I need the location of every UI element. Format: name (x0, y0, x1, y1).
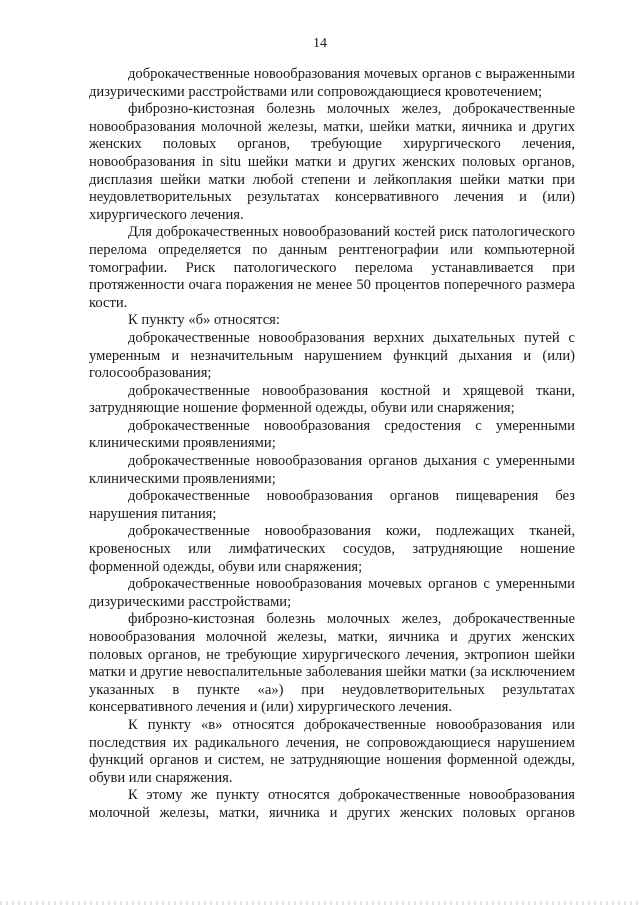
paragraph: Для доброкачественных новообразований костей риск патологического перелома определяется по данным рентгенографии или компьютерной томографии. Риск патологического перелома устанавливается при протяженности очага поражения не менее 50 процентов поперечного размера кости. (89, 224, 575, 311)
paragraph: фиброзно-кистозная болезнь молочных желез, доброкачественные новообразования молочной железы, матки, шейки матки, яичника и других женских половых органов, требующие хирургического лечения, новообразования in situ шейки матки и других женских половых органов, дисплазия шейки матки любой степени и лейкоплакия шейки матки при неудовлетворительных результатах консервативного лечения и (или) хирургического лечения. (89, 101, 575, 223)
paragraph: доброкачественные новообразования кожи, подлежащих тканей, кровеносных или лимфатических сосудов, затрудняющие ношение форменной одежды, обуви или снаряжения; (89, 523, 575, 575)
paragraph: К пункту «б» относятся: (128, 312, 280, 329)
page-number: 14 (313, 36, 327, 51)
paragraph: доброкачественные новообразования органов пищеварения без нарушения питания; (89, 488, 575, 522)
document-body (89, 66, 575, 823)
scan-edge-artifact (0, 901, 640, 905)
paragraph: К пункту «в» относятся доброкачественные новообразования или последствия их радикального лечения, не сопровождающиеся нарушением функций органов и систем, не затрудняющие ношения форменной одежды, обуви или снаряжения. (89, 716, 575, 786)
paragraph: доброкачественные новообразования мочевых органов с умеренными дизурическими расстройствами; (89, 576, 575, 610)
paragraph: фиброзно-кистозная болезнь молочных желез, доброкачественные новообразования молочной железы, матки, яичника и других женских половых органов, не требующие хирургического лечения, эктропион шейки матки и другие невоспалительные заболевания шейки матки (за исключением указанных в пункте «а») при неудовлетворительных результатах консервативного лечения и (или) хирургического лечения. (89, 611, 575, 716)
paragraph: доброкачественные новообразования верхних дыхательных путей с умеренным и незначительным нарушением функций дыхания и (или) голосообразования; (89, 329, 575, 382)
paragraph: доброкачественные новообразования органов дыхания с умеренными клиническими проявлениями; (89, 453, 575, 487)
paragraph: К этому же пункту относятся доброкачественные новообразования молочной железы, матки, яичника и других женских половых органов (89, 787, 575, 821)
paragraph: доброкачественные новообразования мочевых органов с выраженными дизурическими расстройствами или сопровождающиеся кровотечением; (89, 66, 575, 100)
paragraph: доброкачественные новообразования костной и хрящевой ткани, затрудняющие ношение форменной одежды, обуви или снаряжения; (89, 382, 575, 417)
paragraph: доброкачественные новообразования средостения с умеренными клиническими проявлениями; (89, 417, 575, 452)
